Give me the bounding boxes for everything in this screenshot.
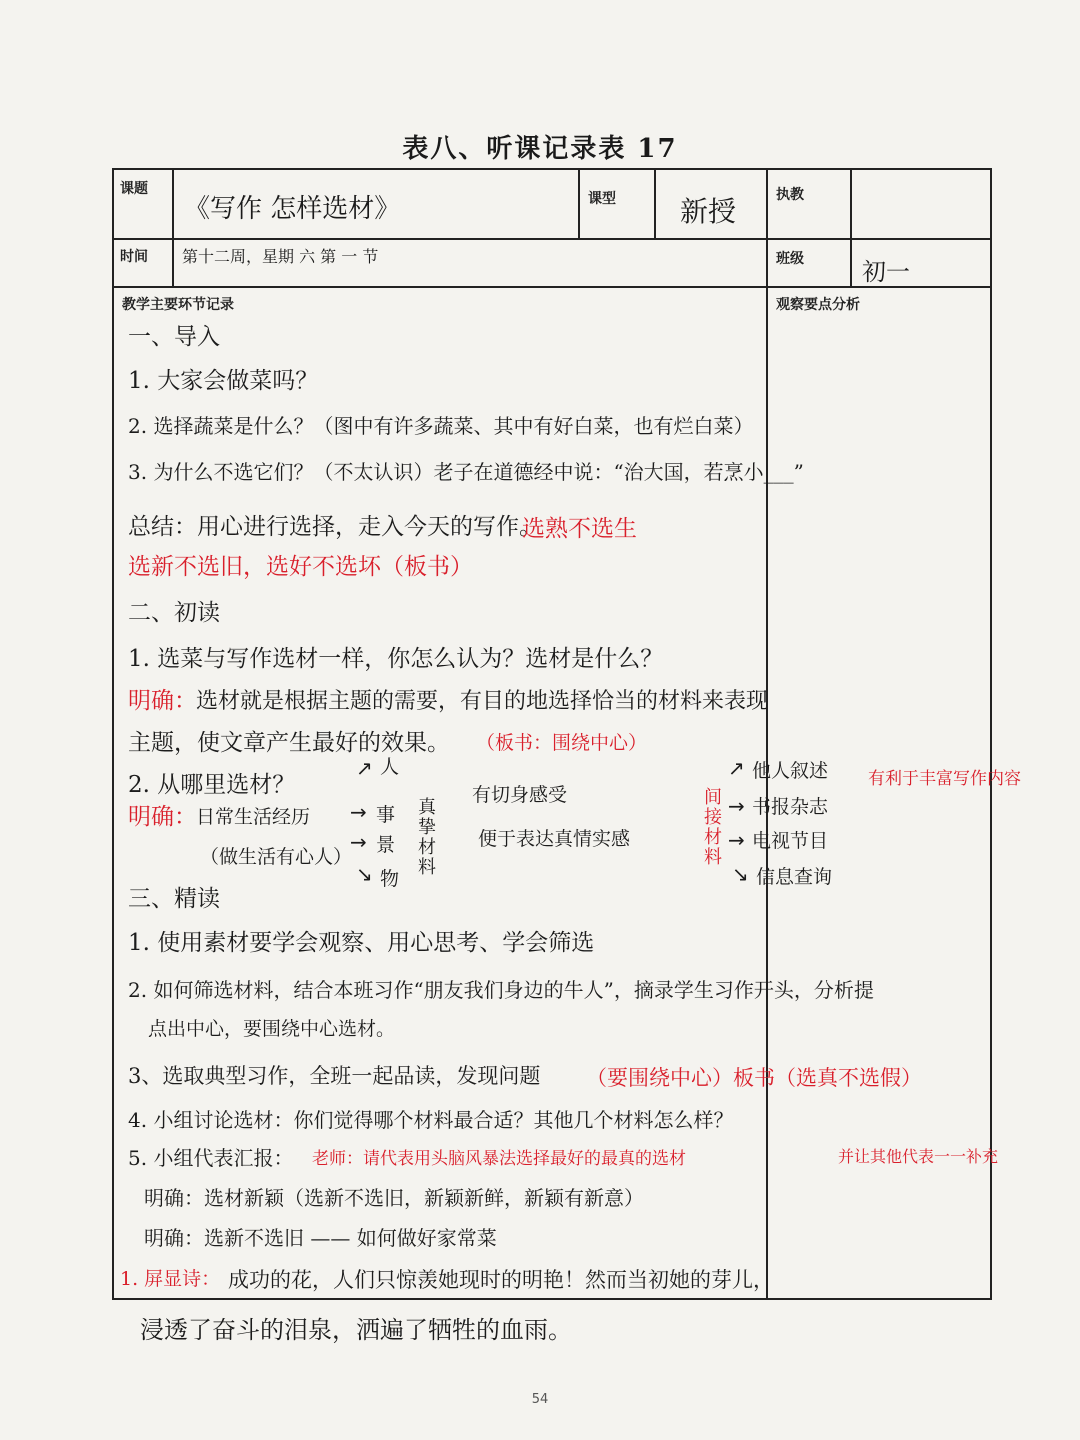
note-line: 2. 选择蔬菜是什么？（图中有许多蔬菜、其中有好白菜，也有烂白菜）: [128, 414, 754, 438]
note-line: 5. 小组代表汇报：: [128, 1146, 294, 1170]
note-line-red: 选新不选旧，选好不选坏（板书）: [128, 554, 473, 580]
footer-note: 浸透了奋斗的泪泉，洒遍了牺牲的血雨。: [140, 1316, 572, 1344]
section-3-heading: 三、精读: [128, 886, 220, 912]
arrow-icon: ↘: [732, 862, 749, 886]
branch-item: 事: [376, 804, 396, 826]
source-item: 信息查询: [756, 866, 833, 888]
note-line-red: 老师：请代表用头脑风暴法选择最好的最真的选材: [312, 1149, 686, 1169]
branch-item: 物: [380, 868, 400, 890]
indirect-material-label: 间接材料: [704, 787, 722, 868]
note-line: 4. 小组讨论选材：你们觉得哪个材料最合适？其他几个材料怎么样？: [128, 1108, 734, 1132]
section-2-heading: 二、初读: [128, 600, 220, 626]
type-value: 新授: [680, 195, 737, 228]
teacher-label: 执教: [776, 187, 804, 203]
note-line-red: 选熟不选生: [522, 516, 637, 542]
side-note-red: 有利于丰富写作内容: [868, 769, 1021, 789]
col-divider-1: [172, 170, 174, 286]
col-divider-3: [654, 170, 656, 238]
source-item: 他人叙述: [752, 760, 829, 782]
note-line: （做生活有心人）: [200, 846, 353, 868]
note-line: 3、选取典型习作，全班一起品读，发现问题: [128, 1064, 541, 1088]
note-line: 便于表达真情实感: [478, 828, 631, 850]
note-line: 点出中心，要围绕中心选材。: [148, 1018, 396, 1040]
class-value: 初一: [862, 258, 910, 286]
note-line: 明确：选新不选旧 —— 如何做好家常菜: [144, 1226, 497, 1250]
row-divider-2: [114, 286, 990, 288]
arrow-icon: →: [728, 794, 745, 818]
arrow-icon: ↘: [356, 862, 373, 886]
section-1-heading: 一、导入: [128, 324, 220, 350]
branch-item: 景: [376, 834, 396, 856]
arrow-icon: ↗: [356, 756, 373, 780]
note-line: 2. 从哪里选材？: [128, 772, 296, 798]
note-line: 1. 选菜与写作选材一样，你怎么认为？选材是什么？: [128, 646, 664, 672]
note-label-red: 明确：: [128, 804, 197, 830]
class-label: 班级: [776, 251, 804, 267]
source-item: 电视节目: [752, 830, 829, 852]
note-line: 总结：用心进行选择，走入今天的写作。: [128, 514, 542, 540]
note-line-red: （要围绕中心）板书（选真不选假）: [586, 1066, 922, 1090]
note-line: 有切身感受: [472, 784, 568, 806]
arrow-icon: ↗: [728, 756, 745, 780]
note-line: 1. 大家会做菜吗？: [128, 368, 319, 394]
topic-value: 《写作 怎样选材》: [184, 194, 401, 224]
page-number: 54: [531, 1392, 549, 1407]
type-label: 课型: [588, 191, 616, 207]
time-value: 第十二周，星期 六 第 一 节: [182, 247, 379, 266]
branch-item: 人: [380, 756, 400, 778]
arrow-icon: →: [728, 828, 745, 852]
record-label: 教学主要环节记录: [122, 297, 234, 313]
time-label: 时间: [120, 249, 148, 265]
note-label-red: 1. 屏显诗：: [120, 1268, 221, 1290]
note-line-red: 并让其他代表一一补充: [838, 1147, 999, 1166]
analysis-label: 观察要点分析: [776, 297, 860, 313]
note-line: 明确：选材新颖（选新不选旧，新颖新鲜，新颖有新意）: [144, 1186, 644, 1210]
topic-label: 课题: [120, 181, 148, 197]
row-divider-1: [114, 238, 990, 240]
note-line: 2. 如何筛选材料，结合本班习作“朋友我们身边的牛人”，摘录学生习作开头，分析提: [128, 978, 874, 1002]
note-line-red: （板书：围绕中心）: [476, 732, 648, 754]
note-line: 主题，使文章产生最好的效果。: [128, 730, 450, 756]
arrow-icon: →: [350, 800, 367, 824]
note-line: 选材就是根据主题的需要，有目的地选择恰当的材料来表现: [196, 689, 769, 714]
note-line: 成功的花，人们只惊羡她现时的明艳！然而当初她的芽儿，: [228, 1268, 774, 1292]
col-divider-2: [578, 170, 580, 238]
note-line: 日常生活经历: [196, 806, 311, 828]
col-divider-5: [850, 170, 852, 286]
col-divider-4: [766, 170, 768, 1298]
source-item: 书报杂志: [752, 796, 829, 818]
note-label-red: 明确：: [128, 688, 197, 714]
vertical-label: 真挚材料: [418, 797, 436, 878]
arrow-icon: →: [350, 830, 367, 854]
note-line: 1. 使用素材要学会观察、用心思考、学会筛选: [128, 930, 595, 956]
note-line: 3. 为什么不选它们？（不太认识）老子在道德经中说：“治大国，若烹小___”: [128, 460, 804, 484]
page-title: 表八、听课记录表 17: [402, 134, 678, 164]
